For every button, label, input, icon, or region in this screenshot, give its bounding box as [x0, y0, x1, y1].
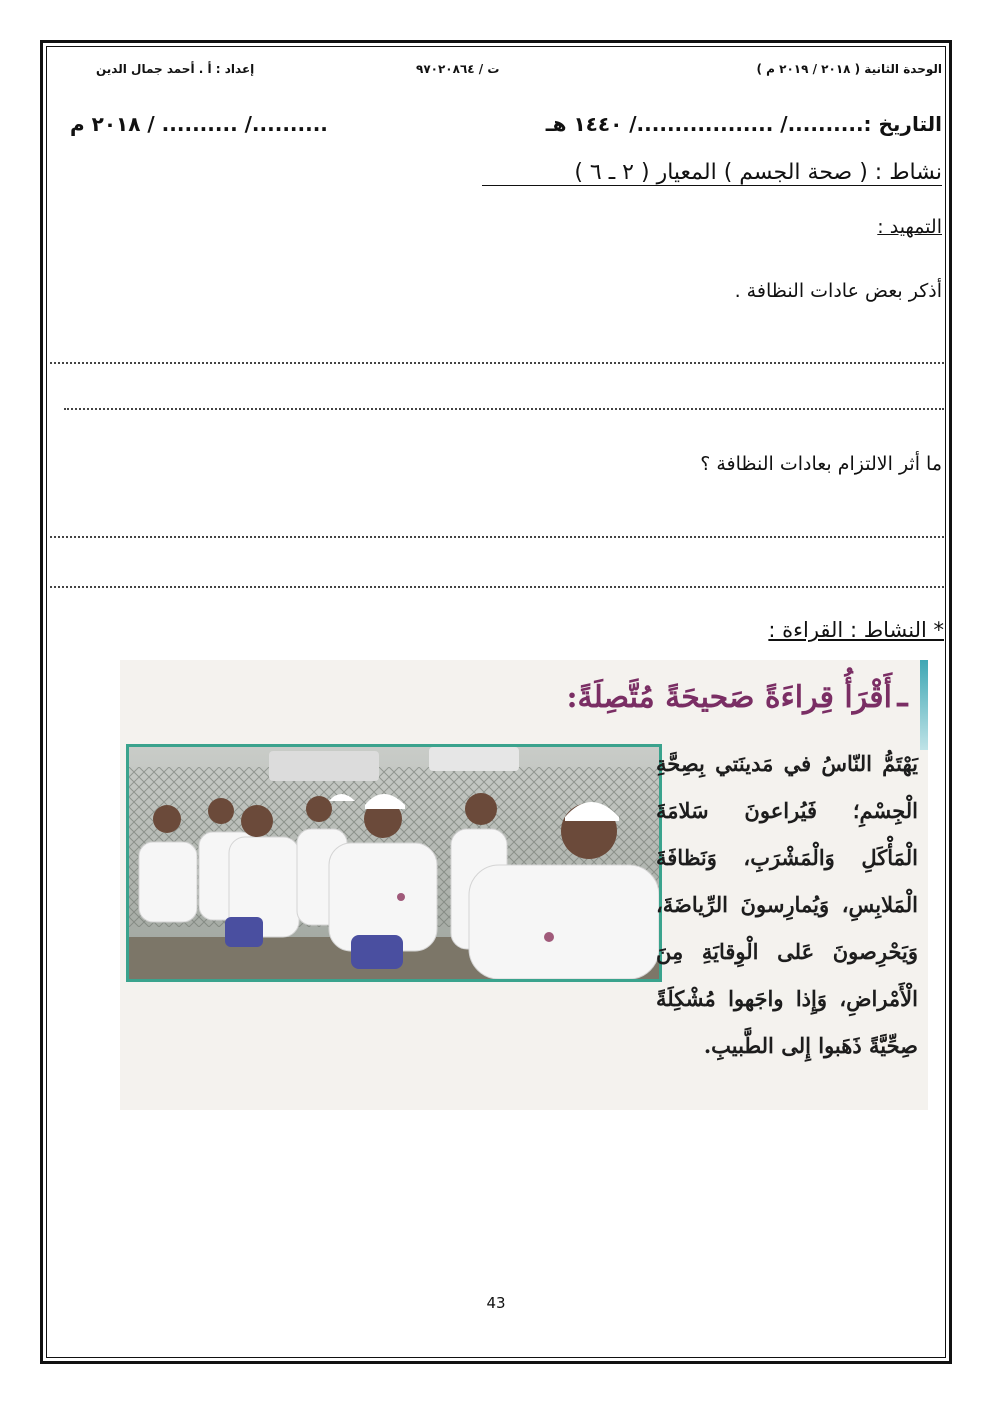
reading-title: أَقْرَأُ قِراءَةً صَحيحَةً مُتَّصِلَةً: — [566, 680, 892, 715]
answer-line-1[interactable] — [50, 362, 944, 364]
textbook-excerpt — [120, 660, 928, 1110]
runners-illustration — [129, 747, 659, 979]
intro-heading: التمهيد : — [877, 216, 942, 238]
hijri-date: التاريخ :........../ ................../ ١٤٤٠ هـ — [545, 112, 942, 136]
standard-label: المعيار ( ٢ ـ ٦ ) — [574, 160, 717, 185]
question-2: ما أثر الالتزام بعادات النظافة ؟ — [700, 453, 942, 475]
author-header: إعداد : أ . أحمد جمال الدين — [96, 62, 255, 76]
title-dash: – — [895, 686, 910, 721]
reading-heading: * النشاط : القراءة : — [768, 618, 944, 642]
activity-label: نشاط : ( صحة الجسم ) — [723, 160, 942, 185]
unit-header: الوحدة الثانية ( ٢٠١٨ / ٢٠١٩ م ) — [756, 62, 942, 76]
answer-line-2[interactable] — [64, 408, 944, 410]
answer-line-4[interactable] — [50, 586, 944, 588]
panel-accent-edge — [920, 660, 928, 750]
reading-paragraph: يَهْتَمُّ النّاسُ في مَدينَتي بِصِحَّةِ الْجِسْمِ؛ فَيُراعونَ سَلامَةَ الْمَأْكَلِ وَالْمَشْرَبِ، وَنَظافَةَ الْمَلابِسِ، وَيُمارِسونَ الرِّياضَةَ، وَيَحْرِصونَ عَلى الْوِقايَةِ مِنَ الْأَمْراضِ، وَإِذا واجَهوا مُشْكِلَةً صِحِّيَّةً ذَهَبوا إِلى الطَّبيبِ. — [656, 751, 918, 1058]
phone-header: ت / ٩٧٠٢٠٨٦٤ — [416, 62, 500, 76]
question-1: أذكر بعض عادات النظافة . — [734, 280, 942, 302]
answer-line-3[interactable] — [50, 536, 944, 538]
activity-line — [482, 160, 942, 186]
page-number: 43 — [486, 1294, 506, 1312]
runners-photo — [126, 744, 662, 982]
gregorian-date: ........../ .......... / ٢٠١٨ م — [70, 112, 328, 136]
